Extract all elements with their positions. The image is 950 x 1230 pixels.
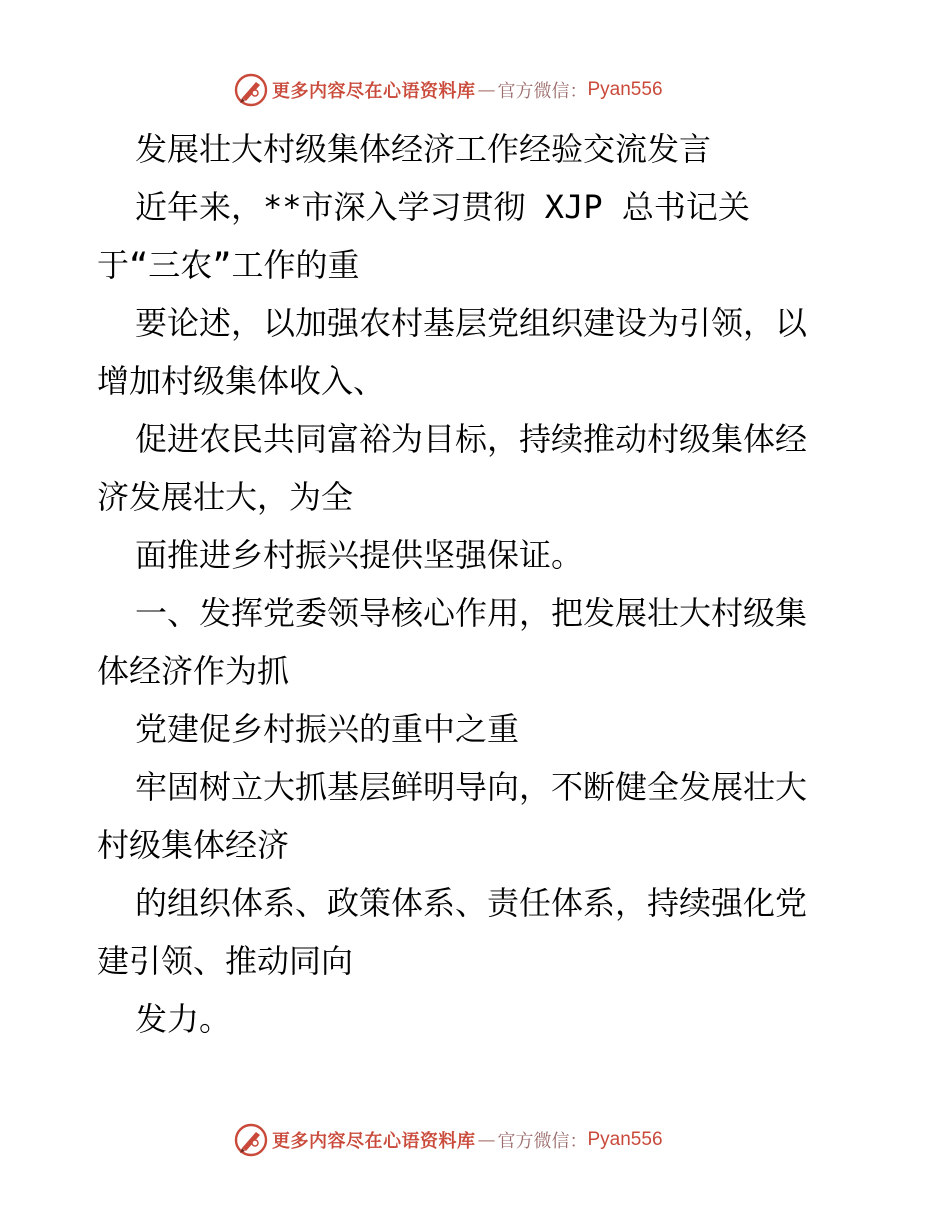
watermark-text: 更多内容尽在心语资料库	[272, 1131, 476, 1152]
watermark-dash: —	[477, 1129, 496, 1151]
text-line: 近年来，**市深入学习贯彻 XJP 总书记关	[135, 188, 750, 226]
text-line: 一、发挥党委领导核心作用，把发展壮大村级集	[135, 594, 808, 632]
text-line: 建引领、推动同向	[97, 942, 354, 980]
text-line: 发展壮大村级集体经济工作经验交流发言	[135, 130, 712, 168]
text-line: 于“三农”工作的重	[97, 246, 360, 284]
text-line: 面推进乡村振兴提供坚强保证。	[135, 536, 584, 574]
text-line: 发力。	[135, 1000, 232, 1038]
text-line: 济发展壮大，为全	[97, 478, 354, 516]
pen-seal-logo-icon	[234, 73, 268, 107]
header-watermark	[234, 72, 663, 108]
text-line: 的组织体系、政策体系、责任体系，持续强化党	[135, 884, 808, 922]
watermark-dash: —	[477, 79, 496, 101]
watermark-contact-label: 官方微信：	[497, 1131, 588, 1152]
text-line: 增加村级集体收入、	[97, 362, 386, 400]
footer-watermark	[234, 1122, 663, 1158]
text-line: 村级集体经济	[97, 826, 290, 864]
text-line: 党建促乡村振兴的重中之重	[135, 710, 520, 748]
text-line: 要论述，以加强农村基层党组织建设为引领，以	[135, 304, 808, 342]
pen-seal-logo-icon	[234, 1123, 268, 1157]
watermark-text: 更多内容尽在心语资料库	[272, 81, 476, 102]
text-line: 促进农民共同富裕为目标，持续推动村级集体经	[135, 420, 808, 458]
watermark-contact-label: 官方微信：	[497, 81, 588, 102]
document-body	[97, 120, 857, 1048]
watermark-contact-id: Pyan556	[587, 1129, 663, 1150]
watermark-contact-id: Pyan556	[587, 79, 663, 100]
text-line: 体经济作为抓	[97, 652, 290, 690]
text-line: 牢固树立大抓基层鲜明导向，不断健全发展壮大	[135, 768, 808, 806]
